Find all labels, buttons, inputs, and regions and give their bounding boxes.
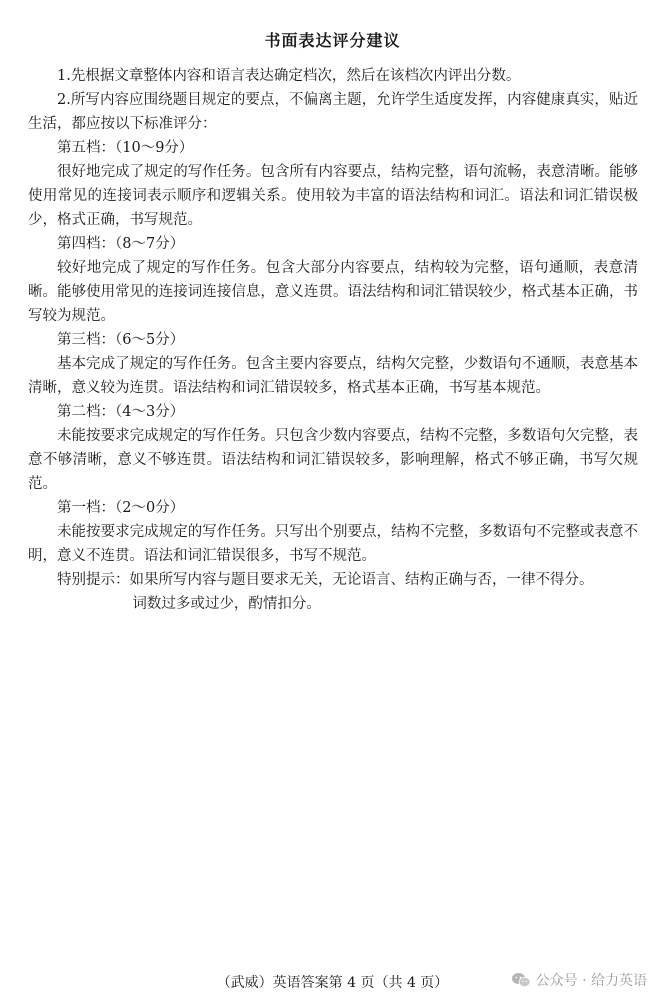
- watermark: [511, 970, 647, 990]
- page-title: 书面表达评分建议: [264, 31, 401, 50]
- level-1-description: 未能按要求完成规定的写作任务。只写出个别要点，结构不完整，多数语句不完整或表意不明，意义不连贯。语法和词汇错误很多，书写不规范。: [28, 524, 638, 564]
- special-note: [28, 568, 638, 616]
- special-note-line-1: 如果所写内容与题目要求无关，无论语言、结构正确与否，一律不得分。: [129, 572, 594, 588]
- intro-paragraph-1: 1.先根据文章整体内容和语言表达确定档次，然后在该档次内评出分数。: [57, 68, 521, 84]
- level-3-heading: 第三档：（6～5分）: [57, 332, 185, 348]
- level-2-heading: 第二档：（4～3分）: [57, 404, 185, 420]
- wechat-icon: [511, 972, 531, 988]
- special-note-label: 特别提示：: [57, 572, 130, 588]
- intro-paragraph-2: 2.所写内容应围绕题目规定的要点，不偏离主题，允许学生适度发挥，内容健康真实，贴近生活，都应按以下标准评分：: [28, 92, 638, 132]
- level-3-description: 基本完成了规定的写作任务。包含主要内容要点，结构欠完整，少数语句不通顺，表意基本清晰，意义较为连贯。语法结构和词汇错误较多，格式基本正确，书写基本规范。: [28, 356, 638, 396]
- level-5-heading: 第五档：（10～9分）: [57, 140, 194, 156]
- level-5-description: 很好地完成了规定的写作任务。包含所有内容要点，结构完整，语句流畅，表意清晰。能够使用常见的连接词表示顺序和逻辑关系。使用较为丰富的语法结构和词汇。语法和词汇错误极少，格式正确，书写规范。: [28, 164, 638, 228]
- level-1-heading: 第一档：（2～0分）: [57, 500, 185, 516]
- document-body: [28, 64, 638, 616]
- page-footer: （武威）英语答案第 4 页（共 4 页）: [216, 975, 449, 991]
- special-note-line-2: 词数过多或过少，酌情扣分。: [132, 596, 321, 612]
- level-4-description: 较好地完成了规定的写作任务。包含大部分内容要点，结构较为完整，语句通顺，表意清晰。能够使用常见的连接词连接信息，意义连贯。语法结构和词汇错误较少，格式基本正确，书写较为规范。: [28, 260, 638, 324]
- level-4-heading: 第四档：（8～7分）: [57, 236, 185, 252]
- special-note-body: [130, 568, 639, 616]
- level-2-description: 未能按要求完成规定的写作任务。只包含少数内容要点，结构不完整，多数语句欠完整，表意不够清晰，意义不够连贯。语法结构和词汇错误较多，影响理解，格式不够正确，书写欠规范。: [28, 428, 638, 492]
- watermark-text: 公众号 · 给力英语: [535, 973, 647, 989]
